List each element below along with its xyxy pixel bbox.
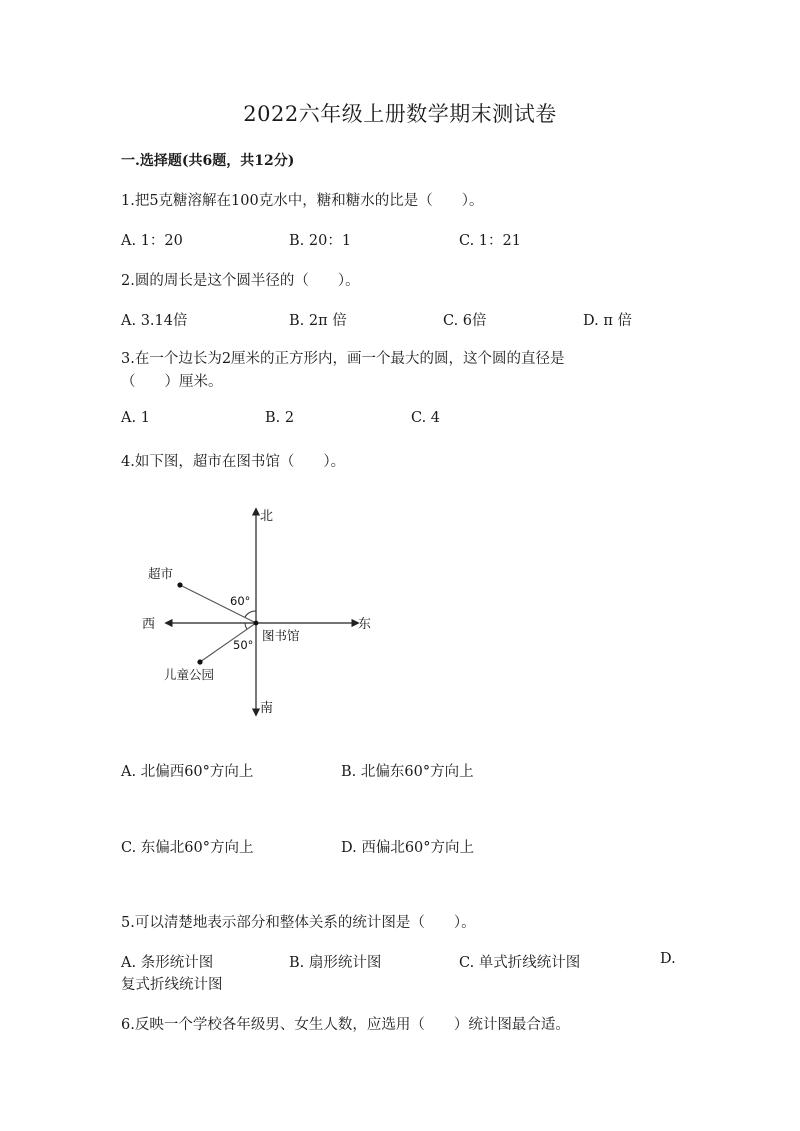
label-library: 图书馆: [262, 628, 300, 643]
q3-option-c[interactable]: C. 4: [411, 410, 441, 426]
label-angle-60: 60°: [230, 594, 251, 608]
angle-arc-60: [245, 611, 256, 617]
q3-option-a[interactable]: A. 1: [121, 410, 150, 426]
q4-option-b[interactable]: B. 北偏东60°方向上: [341, 764, 474, 780]
q4-option-d[interactable]: D. 西偏北60°方向上: [341, 840, 475, 856]
q1-option-b[interactable]: B. 20：1: [289, 233, 352, 249]
q5-option-b[interactable]: B. 扇形统计图: [289, 955, 382, 971]
question-4: 4.如下图，超市在图书馆（ ）。: [121, 454, 346, 470]
q2-option-c[interactable]: C. 6倍: [443, 313, 487, 329]
label-south: 南: [260, 701, 274, 716]
supermarket-point: [177, 582, 182, 587]
q5-option-d-text[interactable]: 复式折线统计图: [121, 977, 223, 993]
q2-option-b[interactable]: B. 2π 倍: [289, 313, 347, 329]
q4-option-c[interactable]: C. 东偏北60°方向上: [121, 840, 254, 856]
label-north: 北: [260, 509, 274, 524]
q5-option-a[interactable]: A. 条形统计图: [121, 955, 214, 971]
park-point: [197, 659, 202, 664]
section-heading: 一.选择题(共6题，共12分): [121, 153, 295, 169]
label-east: 东: [358, 617, 372, 632]
direction-diagram: [120, 495, 390, 730]
question-1: 1.把5克糖溶解在100克水中，糖和糖水的比是（ ）。: [121, 193, 484, 209]
page-title: 2022六年级上册数学期末测试卷: [243, 102, 557, 126]
q2-option-a[interactable]: A. 3.14倍: [121, 313, 188, 329]
library-point: [254, 621, 259, 626]
label-west: 西: [142, 617, 156, 632]
label-park: 儿童公园: [164, 667, 215, 682]
q4-option-a[interactable]: A. 北偏西60°方向上: [121, 764, 254, 780]
question-6: 6.反映一个学校各年级男、女生人数，应选用（ ）统计图最合适。: [121, 1017, 570, 1033]
label-angle-50: 50°: [233, 638, 254, 652]
q1-option-a[interactable]: A. 1：20: [121, 233, 183, 249]
label-supermarket: 超市: [148, 566, 174, 581]
question-2: 2.圆的周长是这个圆半径的（ ）。: [121, 273, 360, 289]
question-3-line-2: （ ）厘米。: [121, 374, 223, 390]
question-3-line-1: 3.在一个边长为2厘米的正方形内，画一个最大的圆，这个圆的直径是: [121, 351, 565, 367]
question-5: 5.可以清楚地表示部分和整体关系的统计图是（ ）。: [121, 915, 476, 931]
q5-option-d[interactable]: D.: [660, 951, 676, 967]
q5-option-c[interactable]: C. 单式折线统计图: [459, 955, 581, 971]
angle-arc-50: [245, 623, 247, 629]
q2-option-d[interactable]: D. π 倍: [583, 313, 632, 329]
q1-option-c[interactable]: C. 1：21: [459, 233, 521, 249]
q3-option-b[interactable]: B. 2: [265, 410, 295, 426]
